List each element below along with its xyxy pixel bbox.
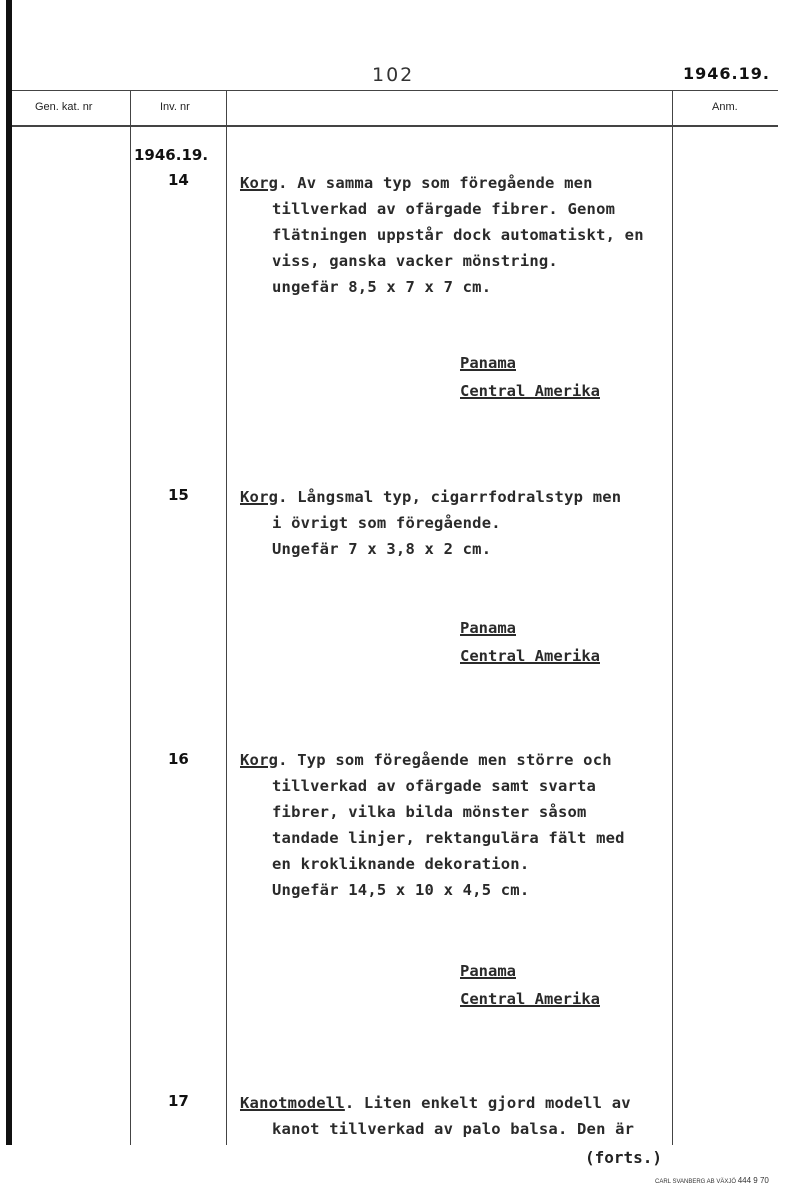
page-number: 102 [372, 64, 415, 86]
entry-line: ungefär 8,5 x 7 x 7 cm. [272, 278, 492, 296]
printer-imprint [655, 1176, 769, 1185]
entry-title: Korg [240, 751, 279, 769]
origin-country: Panama [460, 354, 516, 372]
form-code: 444 9 70 [737, 1176, 769, 1185]
column-divider-inv-desc [226, 90, 227, 1145]
entry-line: tillverkad av ofärgade fibrer. Genom [272, 200, 616, 218]
entry-title: Korg [240, 174, 279, 192]
entry-line: Ungefär 7 x 3,8 x 2 cm. [272, 540, 492, 558]
entry-line: i övrigt som föregående. [272, 514, 501, 532]
entry-line: tillverkad av ofärgade samt svarta [272, 777, 597, 795]
column-divider-desc-anm [672, 90, 673, 1145]
printer-name: CARL SVANBERG AB VÄXJÖ [655, 1179, 737, 1185]
entry-line: flätningen uppstår dock automatiskt, en [272, 226, 644, 244]
entry-first-line: Korg. Av samma typ som föregående men [240, 174, 593, 192]
entry-title: Kanotmodell [240, 1094, 345, 1112]
inv-number-14: 14 [168, 171, 189, 189]
inv-number-17: 17 [168, 1092, 189, 1110]
entry-17-description [240, 1090, 670, 1142]
entry-line: Ungefär 14,5 x 10 x 4,5 cm. [272, 881, 530, 899]
origin-country: Panama [460, 619, 516, 637]
entry-line: tandade linjer, rektangulära fält med [272, 829, 625, 847]
entry-16-description [240, 747, 670, 903]
column-header-anm: Anm. [712, 101, 738, 113]
entry-14-origin [460, 349, 600, 405]
inv-number-16: 16 [168, 750, 189, 768]
page-catalog-ref: 1946.19. [683, 64, 770, 83]
inv-number-15: 15 [168, 486, 189, 504]
binding-edge [6, 0, 12, 1145]
entry-first-line: Korg. Långsmal typ, cigarrfodralstyp men [240, 488, 622, 506]
header-bottom-rule [12, 125, 778, 127]
column-header-inv: Inv. nr [160, 101, 190, 113]
series-number: 1946.19. [134, 146, 209, 164]
entry-line: viss, ganska vacker mönstring. [272, 252, 558, 270]
entry-title: Korg [240, 488, 279, 506]
header-top-rule [12, 90, 778, 91]
entry-15-description [240, 484, 670, 562]
entry-line: en krokliknande dekoration. [272, 855, 530, 873]
continued-marker: (forts.) [585, 1148, 663, 1167]
entry-first-line: Korg. Typ som föregående men större och [240, 751, 612, 769]
column-divider-gen-inv [130, 90, 131, 1145]
origin-region: Central Amerika [460, 382, 600, 400]
origin-region: Central Amerika [460, 647, 600, 665]
entry-line: fibrer, vilka bilda mönster såsom [272, 803, 587, 821]
entry-15-origin [460, 614, 600, 670]
entry-line: kanot tillverkad av palo balsa. Den är [272, 1120, 635, 1138]
origin-country: Panama [460, 962, 516, 980]
entry-14-description [240, 170, 670, 300]
origin-region: Central Amerika [460, 990, 600, 1008]
entry-16-origin [460, 957, 600, 1013]
entry-first-line: Kanotmodell. Liten enkelt gjord modell av [240, 1094, 631, 1112]
column-header-gen-kat: Gen. kat. nr [35, 101, 93, 113]
